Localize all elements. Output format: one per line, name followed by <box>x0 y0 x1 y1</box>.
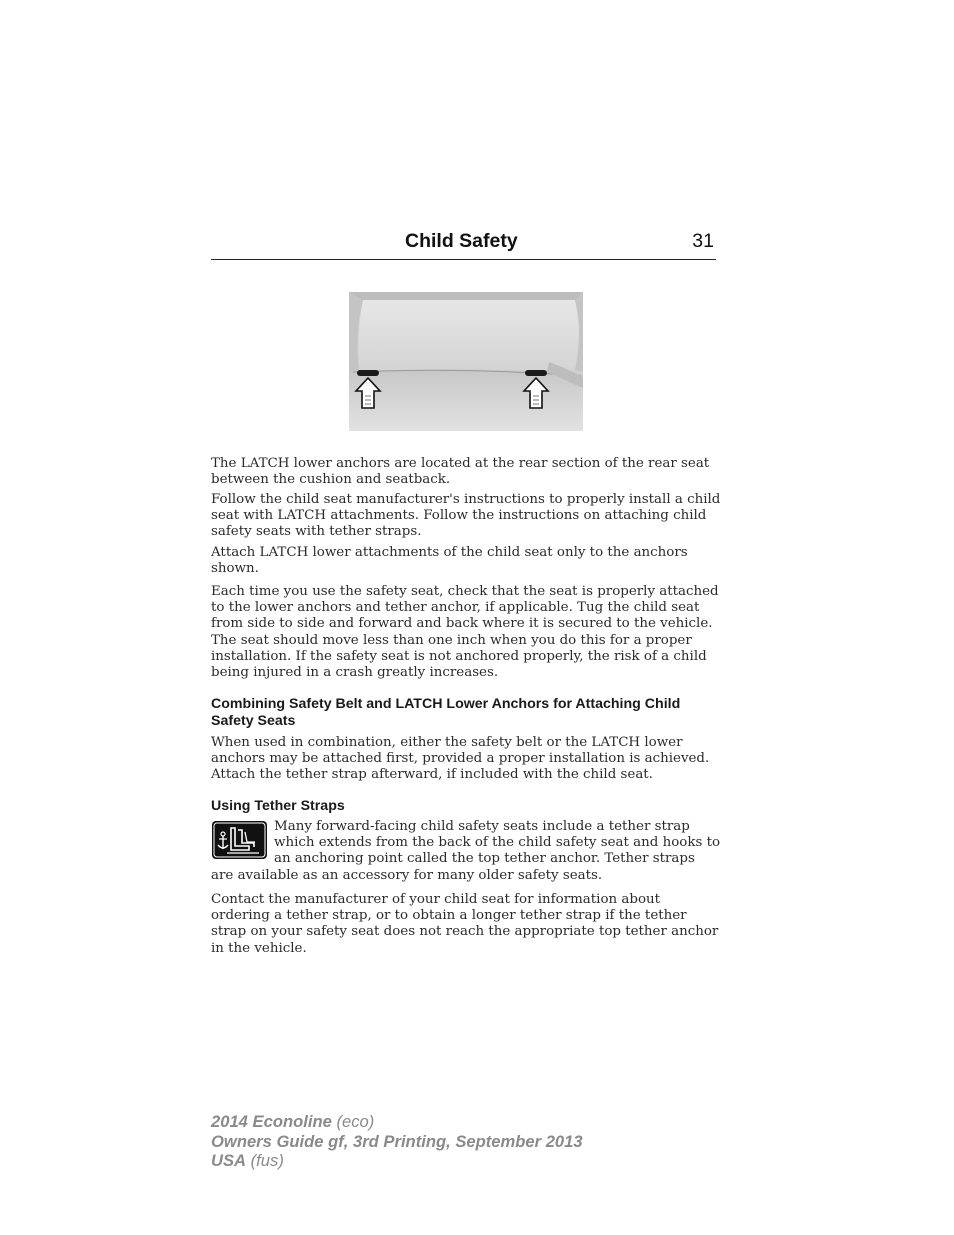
paragraph-combining: When used in combination, either the safety belt or the LATCH lower anchors may be attached first, provided a proper installation is achieved. Attach the tether strap afterward, if included with the child seat. <box>211 735 710 783</box>
paragraph-latch-location: The LATCH lower anchors are located at the rear section of the rear seat between the cushion and seatback. <box>211 456 710 488</box>
tether-strap-intro <box>211 819 721 884</box>
heading-using-tether-straps: Using Tether Straps <box>211 798 345 814</box>
paragraph-attach-anchors: Attach LATCH lower attachments of the child seat only to the anchors shown. <box>211 545 688 577</box>
paragraph-contact-manufacturer: Contact the manufacturer of your child seat for information about ordering a tether strap, or to obtain a longer tether strap if the tether strap on your safety seat does not reach the appropriate top tether anchor in the vehicle. <box>211 892 719 956</box>
page-header <box>211 228 716 260</box>
paragraph-check-installation: Each time you use the safety seat, check that the seat is properly attached to the lower anchors and tether anchor, if applicable. Tug the child seat from side to side and forward and back where it is secured to the vehicle. The seat should move less than one inch when you do this for a proper installation. If the safety seat is not anchored properly, the risk of a child being injured in a crash greatly increases. <box>211 584 719 681</box>
paragraph-tether-description: Many forward-facing child safety seats include a tether strap which extends from the back of the child safety seat and hooks to an anchoring point called the top tether anchor. Tether straps are available as an accessory for many older safety seats. <box>211 819 721 883</box>
child-seat-tether-anchor-icon <box>211 820 268 860</box>
paragraph-manufacturer-instructions: Follow the child seat manufacturer's instructions to properly install a child seat with LATCH attachments. Follow the instructions on attaching child safety seats with tether straps. <box>211 492 721 540</box>
footer-printing-line: Owners Guide gf, 3rd Printing, September 2013 <box>211 1131 583 1151</box>
heading-combining-belt-latch: Combining Safety Belt and LATCH Lower Anchors for Attaching Child Safety Seats <box>211 696 681 729</box>
footer-model-line: 2014 Econoline (eco) <box>211 1112 375 1131</box>
page-number: 31 <box>692 230 714 252</box>
section-title: Child Safety <box>405 230 518 252</box>
latch-lower-anchors-illustration <box>349 292 583 431</box>
footer-region-line: USA (fus) <box>211 1151 284 1170</box>
page-footer <box>211 1112 583 1171</box>
